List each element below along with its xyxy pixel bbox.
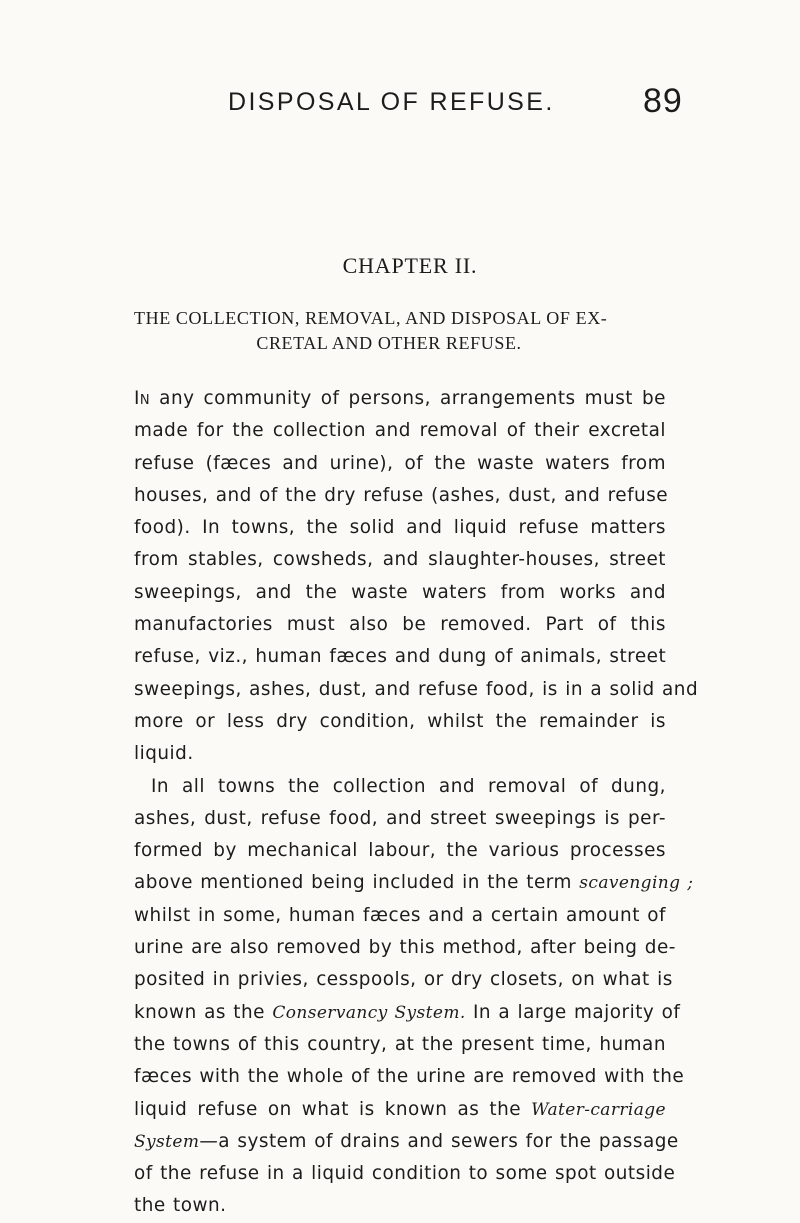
paragraph-1-line: sweepings, and the waste waters from works and xyxy=(134,581,666,603)
paragraph-1-text: any community of persons, arrangements must be xyxy=(150,388,666,409)
paragraph-1-line: refuse (fæces and urine), of the waste waters from xyxy=(134,452,666,474)
paragraph-2-line xyxy=(134,1094,666,1126)
running-title: DISPOSAL OF REFUSE. xyxy=(228,88,555,116)
paragraph-1-line: liquid. xyxy=(134,743,194,765)
paragraph-2-text: known as the xyxy=(134,1001,273,1023)
paragraph-2-text: In a large majority of xyxy=(465,1001,681,1023)
paragraph-1-line: sweepings, ashes, dust, and refuse food, is in a solid and xyxy=(134,678,699,700)
paragraph-2-line: ashes, dust, refuse food, and street sweepings is per- xyxy=(134,807,666,829)
paragraph-2-line: urine are also removed by this method, after being de- xyxy=(134,937,676,959)
paragraph-2-line xyxy=(134,867,694,899)
drop-word: In xyxy=(134,388,151,409)
italic-term-conservancy-system: Conservancy System. xyxy=(272,1002,466,1023)
chapter-title xyxy=(134,306,664,356)
italic-term-system: System xyxy=(134,1131,200,1152)
paragraph-1-line: manufactories must also be removed. Part of this xyxy=(134,614,666,636)
paragraph-2-line: whilst in some, human fæces and a certain amount of xyxy=(134,904,666,926)
running-head xyxy=(228,82,728,122)
paragraph-1-line: food). In towns, the solid and liquid refuse matters xyxy=(134,517,666,539)
chapter-title-line-2: CRETAL AND OTHER REFUSE. xyxy=(256,333,522,353)
paragraph-2-line: In all towns the collection and removal of dung, xyxy=(151,775,666,797)
paragraph-2-line: the towns of this country, at the present time, human xyxy=(134,1033,666,1055)
paragraph-1-line: more or less dry condition, whilst the remainder is xyxy=(134,710,666,732)
paragraph-2-line: the town. xyxy=(134,1195,227,1217)
paragraph-1-line: houses, and of the dry refuse (ashes, dust, and refuse xyxy=(134,484,669,506)
paragraph-2-line: formed by mechanical labour, the various processes xyxy=(134,840,666,862)
paragraph-1-line: from stables, cowsheds, and slaughter-houses, street xyxy=(134,549,666,571)
italic-term-scavenging: scavenging ; xyxy=(579,873,694,894)
paragraph-2-line: fæces with the whole of the urine are removed with the xyxy=(134,1066,685,1088)
paragraph-2-text: above mentioned being included in the term xyxy=(134,872,580,894)
paragraph-2-text: liquid refuse on what is known as the xyxy=(134,1098,532,1120)
page-number: 89 xyxy=(643,82,683,120)
paragraph-1-line: refuse, viz., human fæces and dung of animals, street xyxy=(134,646,667,668)
chapter-heading: CHAPTER II. xyxy=(342,253,478,278)
paragraph-2-line: posited in privies, cesspools, or dry closets, on what is xyxy=(134,969,673,991)
paragraph-2-line xyxy=(134,997,681,1029)
paragraph-1-line: made for the collection and removal of their excretal xyxy=(134,420,666,442)
paragraph-1-line xyxy=(134,383,666,415)
paragraph-2-line xyxy=(134,1126,679,1158)
body-text xyxy=(134,383,699,1223)
italic-term-water-carriage: Water-carriage xyxy=(531,1099,666,1120)
chapter-title-line-1: THE COLLECTION, REMOVAL, AND DISPOSAL OF EX- xyxy=(134,308,608,328)
paragraph-2-text: —a system of drains and sewers for the passage xyxy=(199,1130,679,1152)
paragraph-2-line: of the refuse in a liquid condition to some spot outside xyxy=(134,1163,676,1185)
